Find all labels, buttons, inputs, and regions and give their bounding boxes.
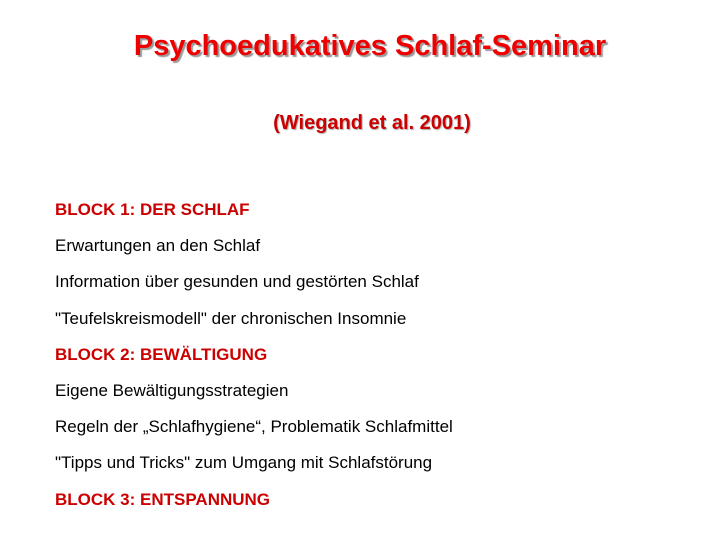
- list-item: Information über gesunden und gestörten Schlaf: [55, 272, 419, 292]
- block-heading-2: BLOCK 2: BEWÄLTIGUNG: [55, 344, 268, 364]
- list-item: "Tipps und Tricks" zum Umgang mit Schlafstörung: [55, 453, 433, 473]
- content-list: [55, 198, 453, 524]
- block-heading-1: BLOCK 1: DER SCHLAF: [55, 200, 250, 219]
- block-heading-3: BLOCK 3: ENTSPANNUNG: [55, 489, 271, 509]
- list-item: Eigene Bewältigungsstrategien: [55, 380, 289, 400]
- slide-title: Psychoedukatives Schlaf-Seminar: [133, 30, 607, 62]
- list-item: Erwartungen an den Schlaf: [55, 236, 261, 256]
- slide-subtitle: (Wiegand et al. 2001): [273, 112, 471, 134]
- list-item: Regeln der „Schlafhygiene“, Problematik Schlafmittel: [55, 417, 453, 437]
- list-item: "Teufelskreismodell" der chronischen Insomnie: [55, 308, 407, 328]
